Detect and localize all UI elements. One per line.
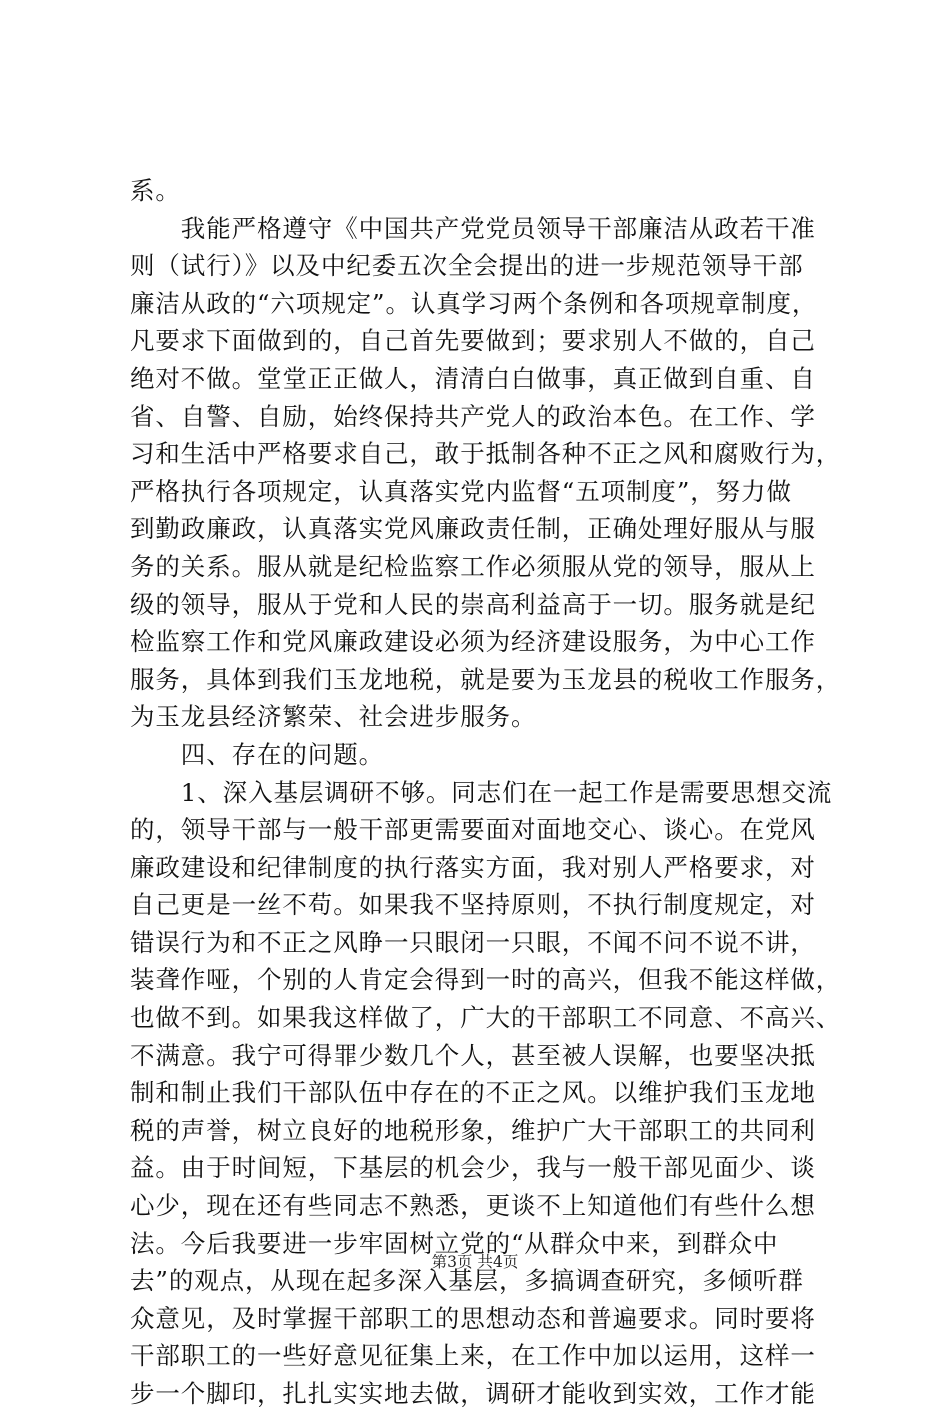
text-line: 绝对不做。堂堂正正做人，清清白白做事，真正做到自重、自 [130, 363, 816, 393]
text-line: 去”的观点，从现在起多深入基层，多搞调查研究，多倾听群 [130, 1266, 804, 1296]
text-line: 严格执行各项规定，认真落实党内监督“五项制度”，努力做 [130, 476, 792, 506]
text-line: 我能严格遵守《中国共产党党员领导干部廉洁从政若干准 [130, 213, 816, 243]
text-line: 自己更是一丝不苟。如果我不坚持原则，不执行制度规定，对 [130, 890, 816, 920]
body-text [130, 172, 842, 1413]
text-line: 服务，具体到我们玉龙地税，就是要为玉龙县的税收工作服务， [130, 664, 842, 694]
text-line: 不满意。我宁可得罪少数几个人，甚至被人误解，也要坚决抵 [130, 1040, 816, 1070]
page-number-footer: 第3页 共4页 [431, 1253, 519, 1271]
text-line: 税的声誉，树立良好的地税形象，维护广大干部职工的共同利 [130, 1115, 816, 1145]
text-line: 步一个脚印，扎扎实实地去做，调研才能收到实效，工作才能 [130, 1379, 816, 1408]
text-line: 务的关系。服从就是纪检监察工作必须服从党的领导，服从上 [130, 551, 816, 581]
text-line: 则（试行）》以及中纪委五次全会提出的进一步规范领导干部 [130, 251, 804, 281]
text-line: 装聋作哑，个别的人肯定会得到一时的高兴，但我不能这样做， [130, 965, 842, 995]
text-line: 廉洁从政的“六项规定”。认真学习两个条例和各项规章制度， [130, 288, 818, 318]
text-line: 制和制止我们干部队伍中存在的不正之风。以维护我们玉龙地 [130, 1078, 816, 1108]
text-line: 益。由于时间短，下基层的机会少，我与一般干部见面少、谈 [130, 1153, 816, 1183]
text-line: 习和生活中严格要求自己，敢于抵制各种不正之风和腐败行为， [130, 439, 842, 469]
text-line: 心少，现在还有些同志不熟悉，更谈不上知道他们有些什么想 [130, 1191, 816, 1221]
text-line: 级的领导，服从于党和人民的崇高利益高于一切。服务就是纪 [130, 589, 816, 619]
text-line: 众意见，及时掌握干部职工的思想动态和普遍要求。同时要将 [130, 1303, 816, 1333]
text-line: 廉政建设和纪律制度的执行落实方面，我对别人严格要求，对 [130, 852, 816, 882]
text-line: 的，领导干部与一般干部更需要面对面地交心、谈心。在党风 [130, 815, 816, 845]
text-line: 错误行为和不正之风睁一只眼闭一只眼，不闻不问不说不讲， [130, 927, 816, 957]
text-line: 检监察工作和党风廉政建设必须为经济建设服务，为中心工作 [130, 627, 816, 657]
text-line: 法。今后我要进一步牢固树立党的“从群众中来，到群众中 [130, 1228, 779, 1258]
text-line: 系。 [130, 176, 181, 205]
text-line: 为玉龙县经济繁荣、社会进步服务。 [130, 702, 537, 732]
section-heading: 四、存在的问题。 [130, 739, 384, 769]
text-line: 凡要求下面做到的，自己首先要做到；要求别人不做的，自己 [130, 326, 816, 356]
text-line: 也做不到。如果我这样做了，广大的干部职工不同意、不高兴、 [130, 1003, 842, 1033]
text-line: 省、自警、自励，始终保持共产党人的政治本色。在工作、学 [130, 401, 816, 431]
text-line: 干部职工的一些好意见征集上来，在工作中加以运用，这样一 [130, 1341, 816, 1371]
text-line: 1、深入基层调研不够。同志们在一起工作是需要思想交流 [130, 777, 833, 807]
text-line: 到勤政廉政，认真落实党风廉政责任制，正确处理好服从与服 [130, 514, 816, 544]
